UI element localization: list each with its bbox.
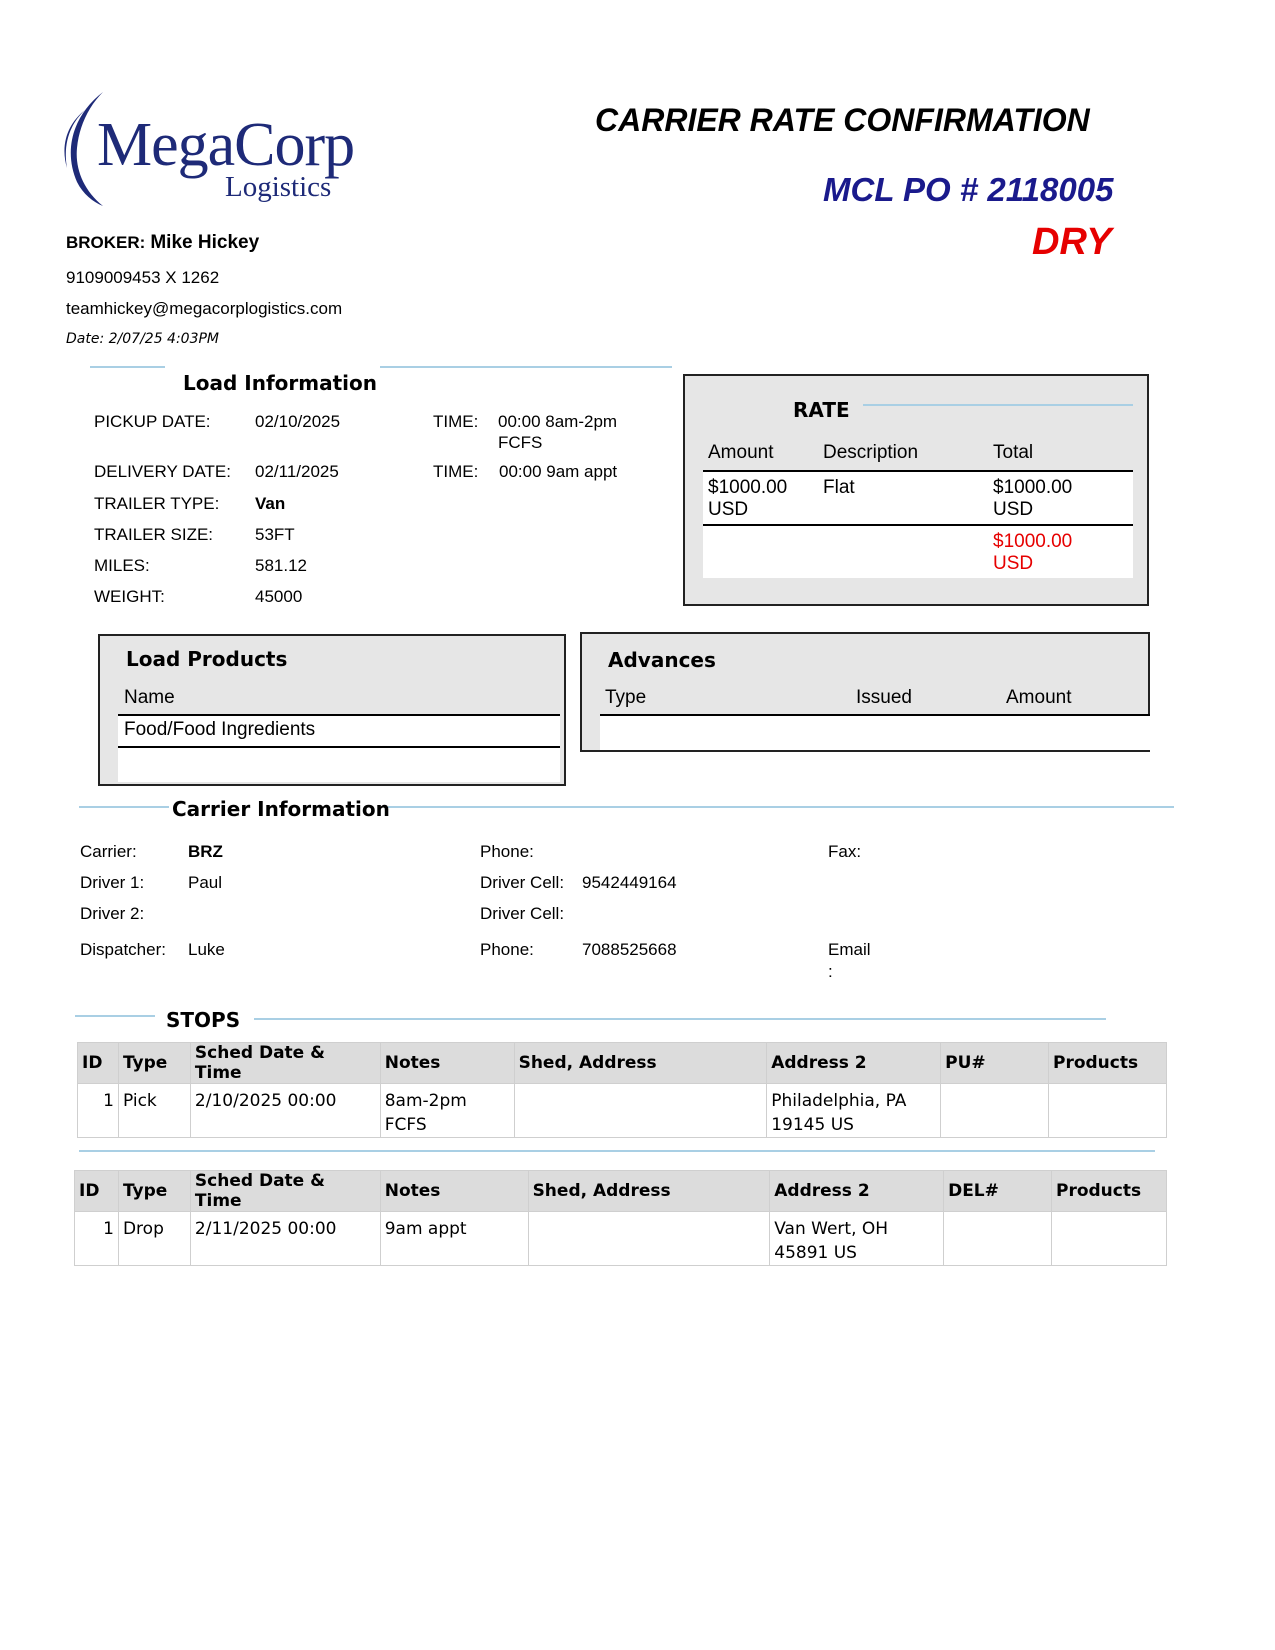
- carrier-information-heading: Carrier Information: [172, 797, 390, 821]
- driver2-label: Driver 2:: [80, 904, 145, 923]
- carrier-label: Carrier:: [80, 842, 137, 861]
- load-products-row: [118, 716, 560, 746]
- carrier-name: BRZ: [188, 842, 223, 861]
- divider: [254, 1018, 1106, 1020]
- logo-wordmark: MegaCorp: [97, 111, 355, 179]
- rate-amount: $1000.00: [708, 477, 788, 498]
- rate-amount-currency: USD: [708, 499, 749, 520]
- stop-address2-line2: 45891 US: [774, 1243, 857, 1263]
- stops-heading: STOPS: [166, 1008, 241, 1032]
- driver2-cell-label: Driver Cell:: [480, 904, 565, 923]
- rate-box: [683, 374, 1149, 606]
- col-address2: Address 2: [767, 1043, 941, 1084]
- pickup-time-value: 00:00 8am-2pm: [498, 412, 618, 431]
- delivery-time-value: 00:00 9am appt: [499, 462, 618, 481]
- driver1-label: Driver 1:: [80, 873, 145, 892]
- load-product-name: Food/Food Ingredients: [124, 719, 316, 740]
- weight-value: 45000: [255, 587, 303, 606]
- col-notes: Notes: [380, 1043, 514, 1084]
- pickup-time-label: TIME:: [433, 412, 479, 431]
- stop-sched: 2/10/2025 00:00: [190, 1084, 380, 1138]
- col-type: Type: [118, 1171, 190, 1212]
- col-sched: Sched Date & Time: [190, 1043, 380, 1084]
- stop-notes: 8am-2pm FCFS: [380, 1084, 514, 1138]
- load-products-col-name: Name: [124, 687, 175, 708]
- miles-label: MILES:: [94, 556, 150, 575]
- po-number: MCL PO # 2118005: [823, 171, 1114, 208]
- rate-total: $1000.00: [993, 477, 1073, 498]
- drop-stops-table: [74, 1170, 1167, 1266]
- load-products-empty-row: [118, 748, 560, 782]
- col-sched: Sched Date & Time: [190, 1171, 380, 1212]
- company-logo: [55, 90, 385, 210]
- document-title: CARRIER RATE CONFIRMATION: [595, 102, 1090, 138]
- trailer-type-label: TRAILER TYPE:: [94, 494, 220, 513]
- divider: [79, 1150, 1155, 1152]
- pickup-time-note: FCFS: [498, 433, 543, 452]
- document-date: Date: 2/07/25 4:03PM: [66, 331, 220, 347]
- rate-description: Flat: [823, 477, 855, 498]
- dispatcher-phone-value: 7088525668: [582, 940, 677, 959]
- table-header-row: [75, 1171, 1167, 1212]
- delivery-time-label: TIME:: [433, 462, 479, 481]
- rate-col-total: Total: [993, 442, 1034, 463]
- col-del-number: DEL#: [944, 1171, 1052, 1212]
- delivery-date-label: DELIVERY DATE:: [94, 462, 231, 481]
- dispatcher-name: Luke: [188, 940, 225, 959]
- rate-row: [703, 472, 1133, 524]
- weight-label: WEIGHT:: [94, 587, 165, 606]
- advances-col-type: Type: [605, 687, 647, 708]
- broker-email: teamhickey@megacorplogistics.com: [66, 299, 343, 318]
- logo-subtitle: Logistics: [225, 171, 332, 203]
- col-pu-number: PU#: [941, 1043, 1049, 1084]
- pickup-date-value: 02/10/2025: [255, 412, 341, 431]
- stop-address2-line1: Van Wert, OH: [774, 1219, 889, 1239]
- stop-address2: [770, 1212, 944, 1266]
- col-address2: Address 2: [770, 1171, 944, 1212]
- divider: [380, 366, 672, 368]
- stop-address2: [767, 1084, 941, 1138]
- broker-name: Mike Hickey: [150, 232, 260, 253]
- stop-pu-number: [941, 1084, 1049, 1138]
- carrier-phone-label: Phone:: [480, 842, 534, 861]
- rate-total-currency: USD: [993, 499, 1034, 520]
- table-row: [75, 1212, 1167, 1266]
- dispatcher-label: Dispatcher:: [80, 940, 166, 959]
- driver1-cell-value: 9542449164: [582, 873, 677, 892]
- rate-grand-total: $1000.00: [993, 531, 1073, 552]
- advances-col-amount: Amount: [1006, 687, 1072, 708]
- stop-type: Drop: [118, 1212, 190, 1266]
- stop-shed-address: [514, 1084, 767, 1138]
- trailer-size-value: 53FT: [255, 525, 295, 544]
- table-row: [78, 1084, 1167, 1138]
- pickup-date-label: PICKUP DATE:: [94, 412, 211, 431]
- stop-notes: 9am appt: [380, 1212, 528, 1266]
- load-information-heading: Load Information: [183, 371, 377, 395]
- advances-col-issued: Issued: [856, 687, 912, 708]
- broker-line: [66, 232, 259, 254]
- load-products-box: [98, 634, 566, 786]
- stop-type: Pick: [118, 1084, 190, 1138]
- rate-col-description: Description: [823, 442, 919, 463]
- divider: [388, 806, 1174, 808]
- advances-box: [580, 632, 1150, 752]
- carrier-fax-label: Fax:: [828, 842, 862, 861]
- stop-address2-line2: 19145 US: [771, 1115, 854, 1135]
- miles-value: 581.12: [255, 556, 307, 575]
- rate-grand-total-currency: USD: [993, 553, 1034, 574]
- trailer-type-value: Van: [255, 494, 286, 513]
- stop-id: 1: [75, 1212, 119, 1266]
- stop-del-number: [944, 1212, 1052, 1266]
- stop-products: [1048, 1084, 1166, 1138]
- pickup-stops-table: [77, 1042, 1167, 1138]
- divider: [863, 404, 1133, 406]
- col-shed-address: Shed, Address: [528, 1171, 770, 1212]
- dispatcher-phone-label: Phone:: [480, 940, 534, 959]
- col-shed-address: Shed, Address: [514, 1043, 767, 1084]
- divider: [90, 366, 165, 368]
- divider: [75, 1015, 155, 1017]
- rate-heading: RATE: [793, 398, 850, 422]
- driver1-name: Paul: [188, 873, 223, 892]
- broker-label: BROKER:: [66, 233, 146, 252]
- stop-id: 1: [78, 1084, 119, 1138]
- dispatcher-email-colon: :: [828, 962, 833, 981]
- col-id: ID: [75, 1171, 119, 1212]
- col-type: Type: [118, 1043, 190, 1084]
- divider: [79, 806, 169, 808]
- load-products-heading: Load Products: [126, 647, 288, 671]
- rate-grand-total-row: [703, 526, 1133, 578]
- stop-address2-line1: Philadelphia, PA: [771, 1091, 907, 1111]
- delivery-date-value: 02/11/2025: [255, 462, 339, 481]
- col-products: Products: [1048, 1043, 1166, 1084]
- rate-col-amount: Amount: [708, 442, 774, 463]
- col-id: ID: [78, 1043, 119, 1084]
- col-notes: Notes: [380, 1171, 528, 1212]
- stop-products: [1051, 1212, 1166, 1266]
- advances-heading: Advances: [608, 648, 716, 672]
- advances-empty-row: [600, 716, 1150, 750]
- stop-shed-address: [528, 1212, 770, 1266]
- load-type-badge: DRY: [1032, 221, 1112, 263]
- broker-phone: 9109009453 X 1262: [66, 268, 220, 287]
- trailer-size-label: TRAILER SIZE:: [94, 525, 214, 544]
- stop-sched: 2/11/2025 00:00: [190, 1212, 380, 1266]
- dispatcher-email-label: Email: [828, 940, 871, 959]
- driver1-cell-label: Driver Cell:: [480, 873, 565, 892]
- table-header-row: [78, 1043, 1167, 1084]
- col-products: Products: [1051, 1171, 1166, 1212]
